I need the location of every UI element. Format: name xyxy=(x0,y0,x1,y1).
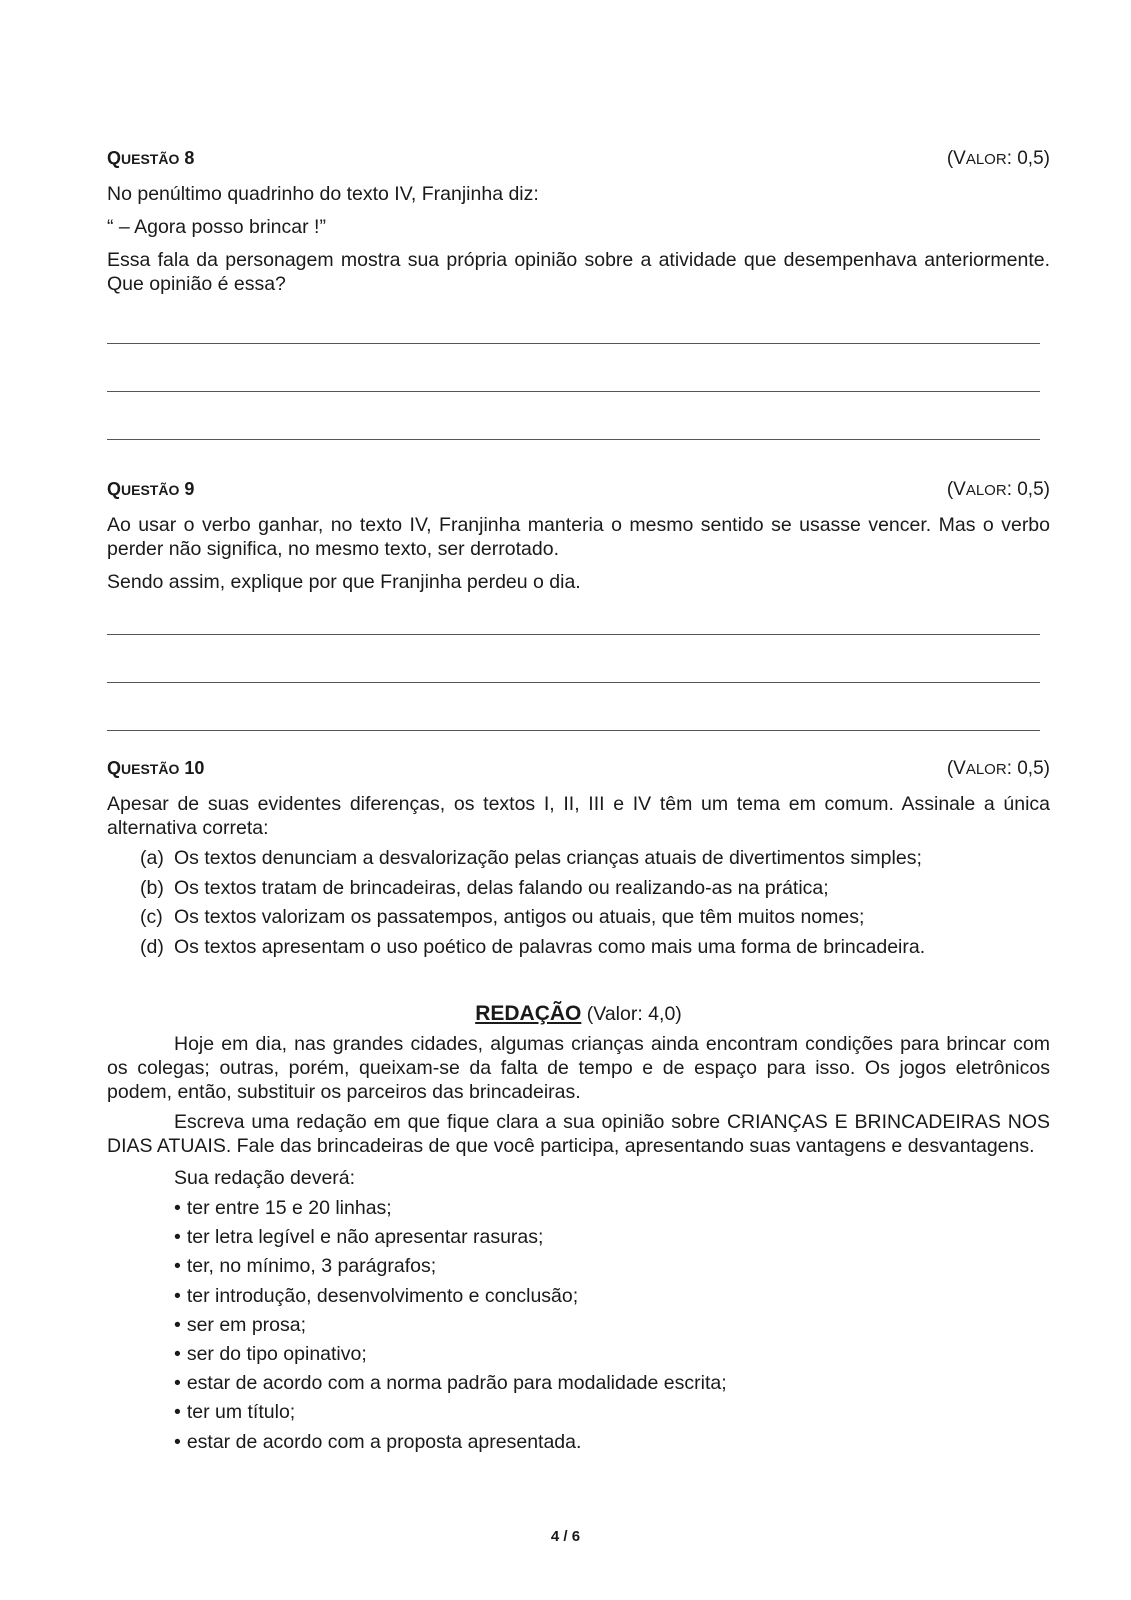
requirement-item: • ter, no mínimo, 3 parágrafos; xyxy=(174,1252,1050,1281)
answer-line[interactable] xyxy=(107,344,1040,392)
requirement-item: • ter um título; xyxy=(174,1398,1050,1427)
answer-lines xyxy=(107,594,1050,731)
question-9-value: (VALOR: 0,5) xyxy=(946,479,1050,500)
question-9 xyxy=(107,479,1050,731)
question-10-title: QUESTÃO 10 xyxy=(107,758,205,778)
redacao-title: REDAÇÃO xyxy=(475,1002,582,1025)
question-9-text-1: Ao usar o verbo ganhar, no texto IV, Franjinha manteria o mesmo sentido se usasse vencer. Mas o verbo perder não significa, no mesmo texto, ser derrotado. xyxy=(107,514,1050,560)
redacao-section xyxy=(107,1002,1050,1457)
question-8-value: (VALOR: 0,5) xyxy=(946,148,1050,169)
question-8-text-3: Essa fala da personagem mostra sua própria opinião sobre a atividade que desempenhava anteriormente. Que opinião é essa? xyxy=(107,249,1050,295)
answer-line[interactable] xyxy=(107,296,1040,344)
requirement-item: • ter entre 15 e 20 linhas; xyxy=(174,1194,1050,1223)
alternative-b[interactable]: (b) Os textos tratam de brincadeiras, delas falando ou realizando-as na prática; xyxy=(140,876,829,899)
redacao-paragraph-1: Hoje em dia, nas grandes cidades, algumas crianças ainda encontram condições para brincar com os colegas; outras, porém, queixam-se da falta de tempo e de espaço para isso. Os jogos eletrônicos podem, então, substituir os parceiros das brincadeiras. xyxy=(107,1033,1050,1103)
answer-lines xyxy=(107,296,1050,440)
requirement-item: • ter introdução, desenvolvimento e conclusão; xyxy=(174,1282,1050,1311)
requirement-item: • estar de acordo com a proposta apresentada. xyxy=(174,1428,1050,1457)
requirement-item: • ter letra legível e não apresentar rasuras; xyxy=(174,1223,1050,1252)
answer-line[interactable] xyxy=(107,635,1040,683)
question-10 xyxy=(107,758,1050,962)
question-8-title: QUESTÃO 8 xyxy=(107,148,195,168)
question-8-text-2: “ – Agora posso brincar !” xyxy=(107,216,326,238)
question-10-value: (VALOR: 0,5) xyxy=(946,758,1050,779)
redacao-heading xyxy=(107,1002,1050,1026)
requirement-item: • ser do tipo opinativo; xyxy=(174,1340,1050,1369)
page-number: 4 / 6 xyxy=(550,1528,581,1545)
answer-line[interactable] xyxy=(107,594,1040,635)
alternative-d[interactable]: (d) Os textos apresentam o uso poético de palavras como mais uma forma de brincadeira. xyxy=(140,935,926,958)
requirement-item: • ser em prosa; xyxy=(174,1311,1050,1340)
redacao-intro: Sua redação deverá: xyxy=(174,1167,356,1189)
alternative-c[interactable]: (c) Os textos valorizam os passatempos, antigos ou atuais, que têm muitos nomes; xyxy=(140,906,865,928)
answer-line[interactable] xyxy=(107,392,1040,440)
alternative-a[interactable]: (a) Os textos denunciam a desvalorização pelas crianças atuais de divertimentos simples; xyxy=(140,847,922,869)
exam-page xyxy=(107,0,1050,1600)
question-8-text-1: No penúltimo quadrinho do texto IV, Franjinha diz: xyxy=(107,183,539,205)
question-9-title: QUESTÃO 9 xyxy=(107,479,195,499)
redacao-value: (Valor: 4,0) xyxy=(586,1003,682,1025)
question-8 xyxy=(107,148,1050,440)
question-9-text-2: Sendo assim, explique por que Franjinha perdeu o dia. xyxy=(107,571,581,593)
requirements-list xyxy=(174,1194,1050,1457)
alternatives-list xyxy=(107,844,1050,962)
question-10-text: Apesar de suas evidentes diferenças, os textos I, II, III e IV têm um tema em comum. Assinale a única alternativa correta: xyxy=(107,793,1050,839)
redacao-paragraph-2: Escreva uma redação em que fique clara a sua opinião sobre CRIANÇAS E BRINCADEIRAS NOS DIAS ATUAIS. Fale das brincadeiras de que você participa, apresentando suas vantagens e desvantagens. xyxy=(107,1111,1050,1157)
answer-line[interactable] xyxy=(107,683,1040,731)
requirement-item: • estar de acordo com a norma padrão para modalidade escrita; xyxy=(174,1369,1050,1398)
